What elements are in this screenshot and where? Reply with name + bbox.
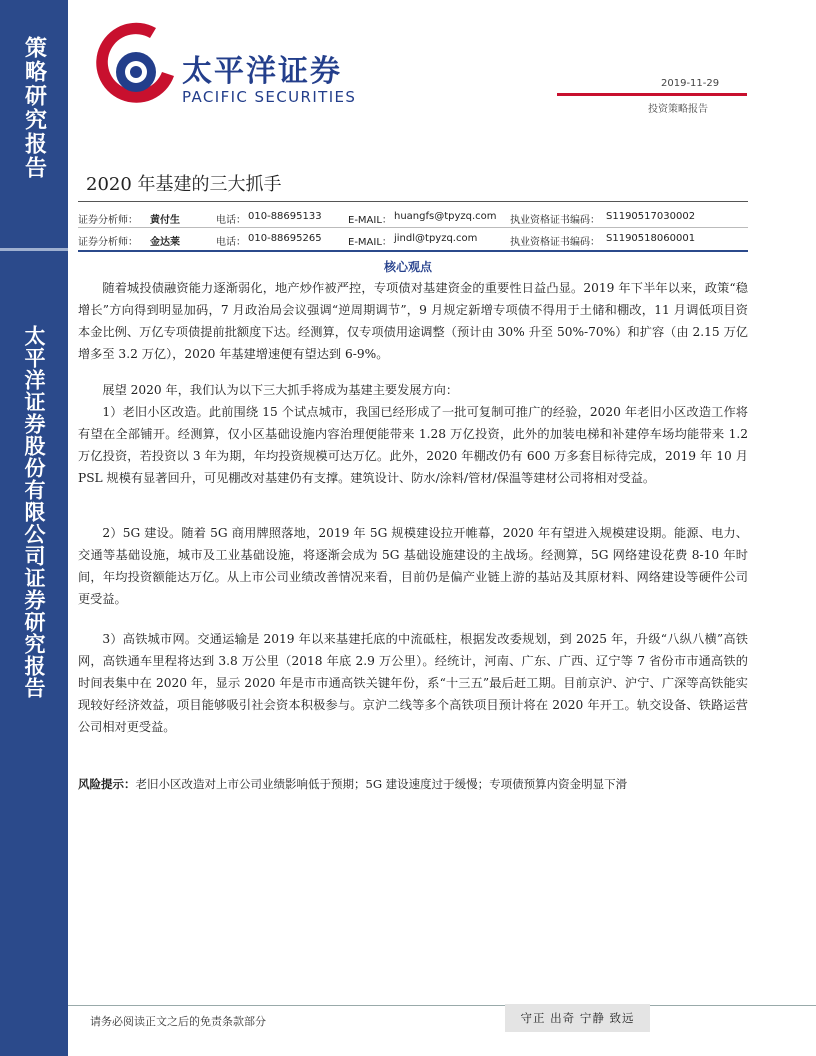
email-label: E-MAIL： — [348, 215, 392, 226]
company-logo-icon — [86, 14, 182, 110]
paragraph-point-3: 3）高铁城市网。交通运输是 2019 年以来基建托底的中流砥柱，根据发改委规划，到 2025 年，升级“八纵八横”高铁网，高铁通车里程将达到 3.8 万公里（2018 年底 2.9 万公里）。经统计，河南、广东、广西、辽宁等 7 省份市市通高铁的时间表集中在 2020 年，显示 2020 年是市市通高铁关键年份，系“十三五”最后赶工期。目前京沪、沪宁、广深等高铁能实现较好经济效益，项目能够吸引社会资本积极参与。京沪二线等多个高铁项目预计将在 2020 年开工。轨交设备、铁路运营公司相对更受益。 — [78, 632, 748, 734]
report-title: 2020 年基建的三大抓手 — [86, 174, 282, 195]
footer-motto: 守正 出奇 宁静 致远 — [505, 1004, 650, 1032]
brand-name-cn: 太平洋证券 — [182, 54, 342, 89]
header-bottom-rule — [78, 250, 748, 252]
analyst-email[interactable]: jindl@tpyzq.com — [394, 233, 478, 244]
body-text — [78, 401, 748, 489]
analyst-divider — [78, 227, 748, 228]
analyst-phone: 010-88695133 — [248, 211, 322, 222]
paragraph-outlook: 展望 2020 年，我们认为以下三大抓手将成为基建主要发展方向： — [102, 383, 459, 397]
report-date: 2019-11-29 — [661, 78, 720, 89]
header-accent-line — [557, 93, 747, 96]
analyst-name: 黄付生 — [150, 215, 180, 226]
sidebar-company: 太平洋证券股份有限公司证券研究报告 — [22, 325, 46, 699]
sidebar — [0, 0, 68, 1056]
analyst-name: 金达莱 — [150, 237, 180, 248]
title-divider — [78, 201, 748, 202]
sidebar-report-type: 策略研究报告 — [21, 36, 47, 180]
phone-label: 电话： — [216, 215, 246, 226]
paragraph-point-2: 2）5G 建设。随着 5G 商用牌照落地，2019 年 5G 规模建设拉开帷幕，2020 年有望进入规模建设期。能源、电力、交通等基础设施，城市及工业基础设施，将逐渐会成为 5G 基础设施建设的主战场。经测算，5G 网络建设花费 8-10 年时间，年均投资额能达万亿。从上市公司业绩改善情况来看，目前仍是偏产业链上游的基站及其原材料、网络建设等硬件公司更受益。 — [78, 526, 748, 606]
analyst-email[interactable]: huangfs@tpyzq.com — [394, 211, 497, 222]
analyst-role: 证券分析师： — [78, 237, 138, 248]
body-text — [78, 522, 748, 610]
risk-label: 风险提示： — [78, 777, 136, 791]
cert-label: 执业资格证书编码： — [510, 215, 600, 226]
paragraph-point-1: 1）老旧小区改造。此前围绕 15 个试点城市，我国已经形成了一批可复制可推广的经验，2020 年老旧小区改造工作将有望在全部铺开。经测算，仅小区基础设施内容治理便能带来 1.28 万亿投资，此外的加装电梯和补建停车场均能带来 1.2 万亿投资，若投资以 3 年为期，年均投资规模可达万亿。此外，2020 年棚改仍有 600 万多套目标待完成，2019 年 10 月 PSL 规模有显著回升，可见棚改对基建仍有支撑。建筑设计、防水/涂料/管材/保温等建材公司将相对受益。 — [78, 405, 748, 485]
section-heading: 核心观点 — [383, 260, 432, 274]
analyst-role: 证券分析师： — [78, 215, 138, 226]
body-text — [78, 277, 748, 365]
paragraph-intro: 随着城投债融资能力逐渐弱化，地产炒作被严控，专项债对基建资金的重要性日益凸显。2019 年下半年以来，政策“稳增长”方向得到明显加码，7 月政治局会议强调“逆周期调节”，9 月规定新增专项债不得用于土储和棚改，11 月调低项目资本金比例、万亿专项债提前批额度下达。经测算，仅专项债用途调整（预计由 30% 升至 50%-70%）和扩容（由 2.15 万亿增多至 3.2 万亿），2020 年基建增速便有望达到 6-9%。 — [78, 281, 748, 361]
risk-warning — [78, 776, 758, 792]
analyst-cert: S1190518060001 — [606, 233, 696, 244]
footer-disclaimer: 请务必阅读正文之后的免责条款部分 — [90, 1015, 266, 1028]
analyst-phone: 010-88695265 — [248, 233, 322, 244]
body-text — [78, 379, 748, 401]
brand-name-en: PACIFIC SECURITIES — [182, 88, 357, 106]
sidebar-divider — [0, 248, 68, 251]
analyst-cert: S1190517030002 — [606, 211, 696, 222]
risk-text: 老旧小区改造对上市公司业绩影响低于预期；5G 建设速度过于缓慢；专项债预算内资金明显下滑 — [135, 777, 628, 791]
phone-label: 电话： — [216, 237, 246, 248]
footer-divider — [68, 1005, 816, 1006]
email-label: E-MAIL： — [348, 237, 392, 248]
body-text — [78, 628, 748, 738]
cert-label: 执业资格证书编码： — [510, 237, 600, 248]
report-category: 投资策略报告 — [648, 104, 708, 115]
